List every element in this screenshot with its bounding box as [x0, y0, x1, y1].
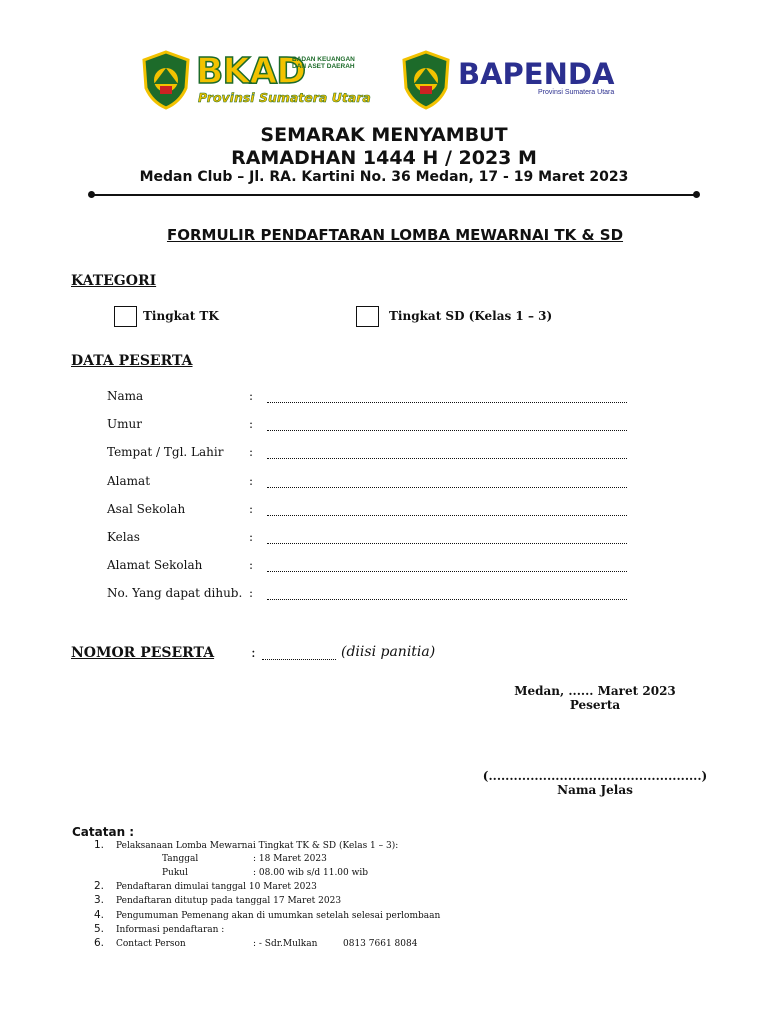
schedule-value: : 08.00 wib s/d 11.00 wib: [253, 867, 368, 878]
nomor-peserta-note: (diisi panitia): [341, 644, 436, 660]
field-row-asal-sekolah: [107, 502, 647, 530]
schedule-key: Tanggal: [162, 854, 199, 865]
list-text: Pendaftaran ditutup pada tanggal 17 Maret 2023: [116, 896, 342, 907]
sumut-emblem-icon: [140, 50, 192, 110]
contact-name: : - Sdr.Mulkan: [253, 938, 318, 949]
contact-phone[interactable]: 0813 7661 8084: [343, 938, 418, 949]
field-colon: :: [249, 586, 254, 601]
field-label: Alamat: [107, 473, 151, 488]
field-colon: :: [249, 445, 254, 460]
nomor-peserta-input-line: [262, 652, 336, 660]
bapenda-wordmark: BAPENDA: [458, 57, 615, 91]
field-row-alamat-sekolah: [107, 558, 647, 586]
schedule-row-pukul: [90, 867, 590, 881]
list-item: [90, 937, 590, 951]
data-peserta-heading: DATA PESERTA: [71, 353, 193, 369]
field-input-line[interactable]: [267, 393, 627, 403]
list-number: 4.: [94, 908, 105, 921]
field-input-line[interactable]: [267, 421, 627, 431]
field-label: Asal Sekolah: [107, 501, 186, 516]
field-input-line[interactable]: [267, 534, 627, 544]
data-peserta-fields: [107, 389, 647, 615]
list-item: [90, 909, 590, 923]
kategori-heading: KATEGORI: [71, 273, 157, 289]
field-label: Tempat / Tgl. Lahir: [107, 445, 224, 460]
field-label: Umur: [107, 417, 142, 432]
sumut-emblem-icon: [400, 50, 452, 110]
list-number: 2.: [94, 880, 105, 893]
bkad-wordmark: BKAD: [196, 51, 306, 92]
list-item: [90, 839, 590, 853]
checkbox-label-sd: Tingkat SD (Kelas 1 – 3): [389, 309, 553, 323]
field-colon: :: [249, 501, 254, 516]
field-row-tempat-tgl-lahir: [107, 445, 647, 473]
bkad-logo: [140, 48, 371, 112]
field-label: Nama: [107, 389, 144, 403]
list-text: Pendaftaran dimulai tanggal 10 Maret 2023: [116, 882, 317, 893]
signature-role: Peserta: [569, 698, 621, 712]
list-number: 5.: [94, 922, 105, 935]
form-title: FORMULIR PENDAFTARAN LOMBA MEWARNAI TK & SD: [166, 226, 624, 244]
header-line-2: RAMADHAN 1444 H / 2023 M: [231, 147, 537, 169]
list-text: Pengumuman Pemenang akan di umumkan setelah selesai perlombaan: [116, 910, 441, 921]
field-input-line[interactable]: [267, 506, 627, 516]
list-text: Informasi pendaftaran :: [116, 924, 225, 935]
nomor-peserta-colon: :: [251, 645, 256, 661]
checkbox-label-tk: Tingkat TK: [143, 309, 219, 323]
bapenda-logo: [400, 48, 638, 112]
catatan-list: [90, 839, 590, 951]
list-number: 6.: [94, 936, 105, 949]
field-colon: :: [249, 473, 254, 488]
list-number: 3.: [94, 894, 105, 907]
checkbox-tingkat-sd[interactable]: [356, 306, 379, 327]
list-text: Pelaksanaan Lomba Mewarnai Tingkat TK & SD (Kelas 1 – 3):: [116, 841, 399, 851]
header-line-1: SEMARAK MENYAMBUT: [260, 124, 508, 146]
field-label: No. Yang dapat dihub.: [107, 586, 243, 601]
field-colon: :: [249, 417, 254, 432]
bkad-subtitle: Provinsi Sumatera Utara: [198, 90, 371, 105]
list-item: [90, 894, 590, 908]
checkbox-tingkat-tk[interactable]: [114, 306, 137, 327]
bapenda-subtitle: Provinsi Sumatera Utara: [538, 89, 615, 96]
field-input-line[interactable]: [267, 562, 627, 572]
field-label: Alamat Sekolah: [107, 558, 203, 573]
schedule-key: Pukul: [162, 867, 188, 878]
signature-name-label: Nama Jelas: [557, 783, 633, 797]
field-row-nama: [107, 389, 647, 417]
field-input-line[interactable]: [267, 590, 627, 600]
list-number: 1.: [94, 839, 105, 851]
field-row-alamat: [107, 474, 647, 502]
field-row-kelas: [107, 530, 647, 558]
field-colon: :: [249, 389, 254, 403]
header-venue: Medan Club – Jl. RA. Kartini No. 36 Medan, 17 - 19 Maret 2023: [139, 169, 629, 185]
field-input-line[interactable]: [267, 449, 627, 459]
bkad-small-text: BADAN KEUANGAN DAN ASET DAERAH: [292, 56, 355, 70]
field-colon: :: [249, 529, 254, 544]
schedule-value: : 18 Maret 2023: [253, 854, 327, 865]
field-label: Kelas: [107, 529, 140, 544]
schedule-row-tanggal: [90, 853, 590, 867]
signature-line[interactable]: (...................................................): [482, 769, 708, 783]
field-row-umur: [107, 417, 647, 445]
field-input-line[interactable]: [267, 478, 627, 488]
signature-date: Medan, ...... Maret 2023: [514, 684, 676, 698]
list-item: [90, 880, 590, 894]
list-text: Contact Person: [116, 938, 186, 949]
nomor-peserta-label: NOMOR PESERTA: [71, 645, 215, 661]
header-divider: [92, 194, 696, 196]
divider-dot: [693, 191, 700, 198]
field-colon: :: [249, 558, 254, 573]
list-item: [90, 923, 590, 937]
field-row-no-telepon: [107, 586, 647, 614]
catatan-heading: Catatan :: [72, 825, 135, 839]
